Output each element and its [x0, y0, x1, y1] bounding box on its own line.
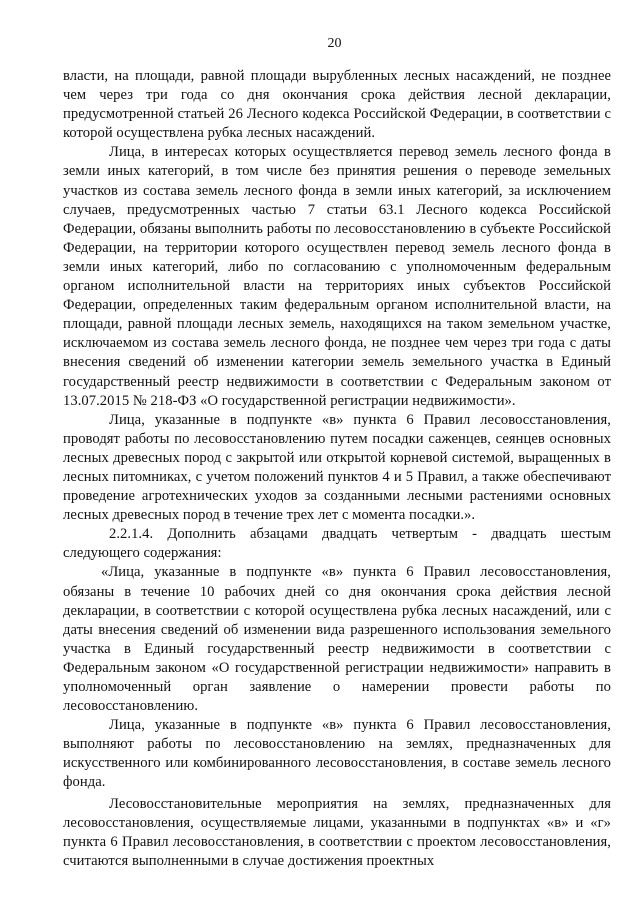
paragraph-application-deadline: «Лица, указанные в подпункте «в» пункта 6 Правил лесовосстановления, обязаны в течение 10 рабочих дней со дня окончания срока действия лесной декларации, в соответствии с которой осуществлена рубка лесных насаждений, или с даты внесения сведений об изменении вида разрешенного использования земельного участка в Единый государственный реестр недвижимости в соответствии с Федеральным законом «О государственной регистрации недвижимости» направить в уполномоченный орган заявление о намерении провести работы по лесовосстановлению.: [63, 564, 611, 715]
paragraph-amendment-2-2-1-4: 2.2.1.4. Дополнить абзацами двадцать четвертым - двадцать шестым следующего содержания:: [63, 526, 611, 562]
page-number: 20: [327, 36, 342, 51]
paragraph-works-on-forest-lands: Лица, указанные в подпункте «в» пункта 6 Правил лесовосстановления, выполняют работы по лесовосстановлению на землях, предназначенных для искусственного или комбинированного лесовосстановления, в составе земель лесного фонда.: [63, 717, 611, 791]
paragraph-planting-works: Лица, указанные в подпункте «в» пункта 6 Правил лесовосстановления, проводят работы по лесовосстановлению путем посадки саженцев, сеянцев основных лесных древесных пород с закрытой или открытой корневой системой, выращенных в лесных питомниках, с учетом положений пунктов 4 и 5 Правил, а также обеспечивают проведение агротехнических уходов за созданными лесными растениями основных лесных древесных пород в течение трех лет с момента посадки.».: [63, 411, 611, 524]
paragraph-land-transfer-obligations: Лица, в интересах которых осуществляется перевод земель лесного фонда в земли иных категорий, в том числе без принятия решения о переводе земельных участков из состава земель лесного фонда в земли иных категорий, за исключением случаев, предусмотренных частью 7 статьи 63.1 Лесного кодекса Российской Федерации, обязаны выполнить работы по лесовосстановлению в субъекте Российской Федерации, на территории которого осуществлен перевод земель лесного фонда в земли иных категорий, либо по согласованию с уполномоченным федеральным органом исполнительной власти на территориях иных субъектов Российской Федерации, определенных таким федеральным органом исполнительной власти, на площади, равной площади лесных земель, находящихся на таком земельном участке, исключаемом из состава земель лесного фонда, не позднее чем через три года с даты внесения сведений об изменении категории земель земельного участка в Единый государственный реестр недвижимости в соответствии с Федеральным законом от 13.07.2015 № 218-ФЗ «О государственной регистрации недвижимости».: [63, 144, 611, 409]
paragraph-measures-completion: Лесовосстановительные мероприятия на землях, предназначенных для лесовосстановления, осуществляемые лицами, указанными в подпунктах «в» и «г» пункта 6 Правил лесовосстановления, в соответствии с проектом лесовосстановления, считаются выполненными в случае достижения проектных: [63, 795, 611, 869]
paragraph-continuation: власти, на площади, равной площади вырубленных лесных насаждений, не позднее чем через три года со дня окончания срока действия лесной декларации, предусмотренной статьей 26 Лесного кодекса Российской Федерации, в соответствии с которой осуществлена рубка лесных насаждений.: [63, 68, 611, 142]
